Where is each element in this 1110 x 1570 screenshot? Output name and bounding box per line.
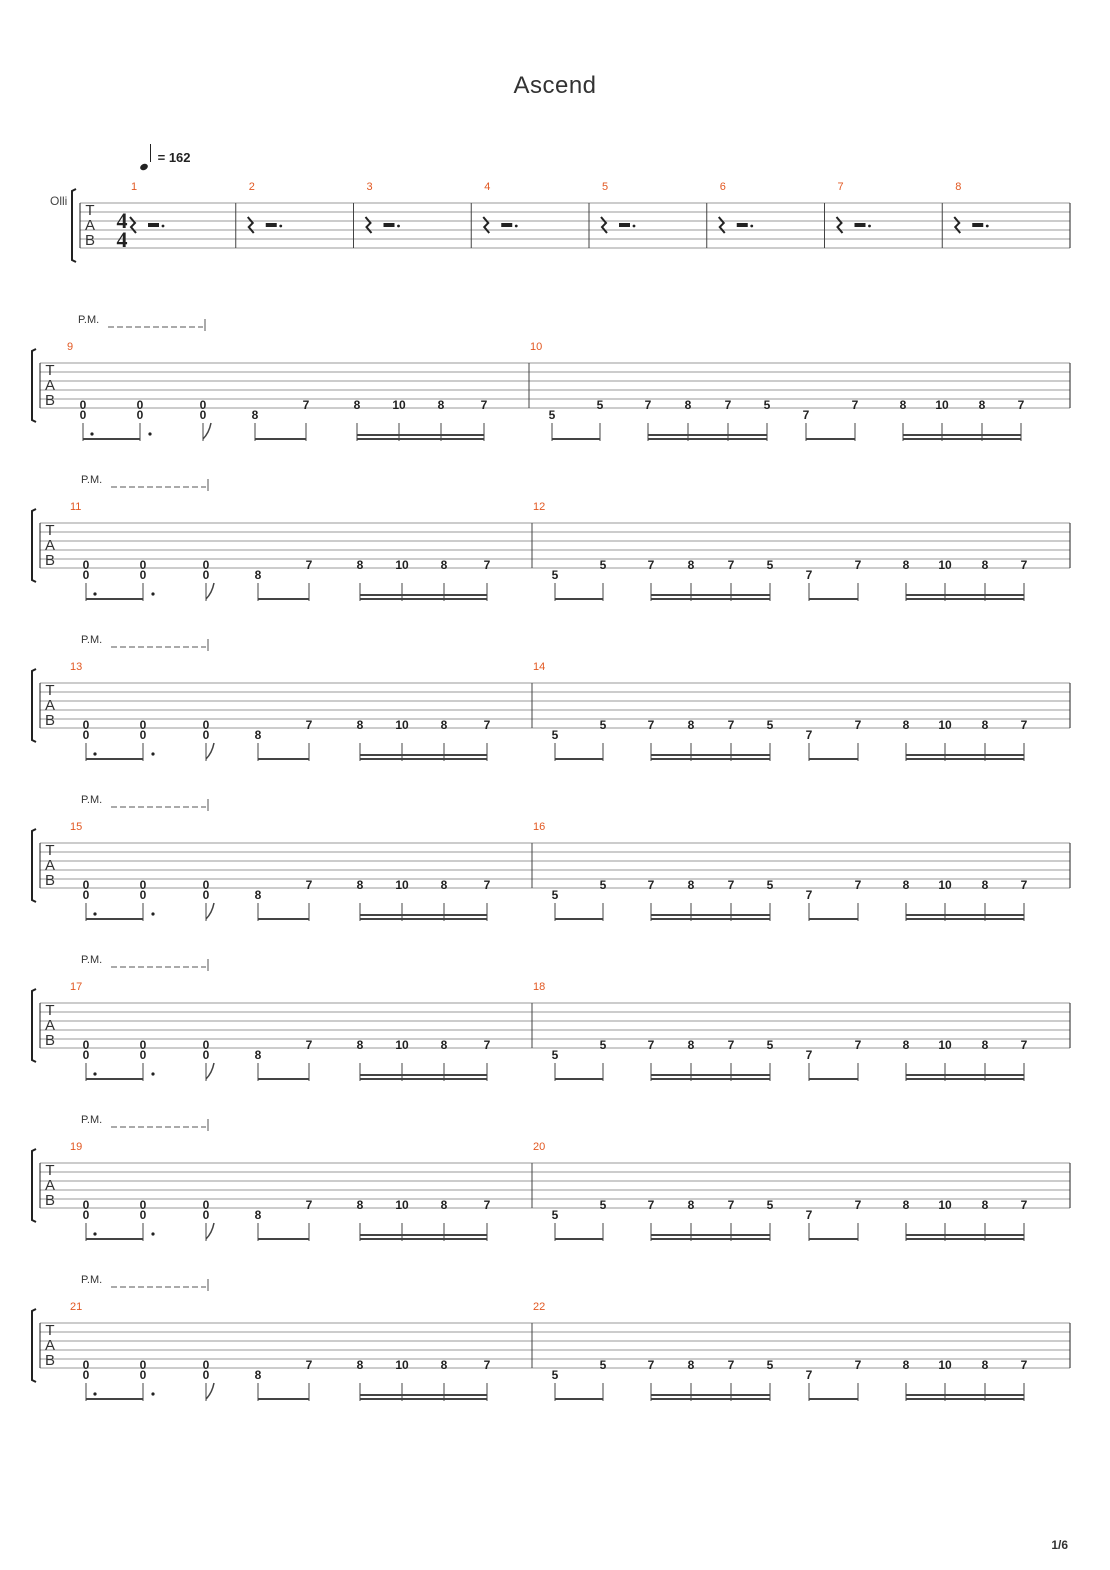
fret-number: 10 — [395, 878, 409, 892]
fret-number: 0 — [79, 398, 87, 412]
fret-number: 8 — [356, 1038, 364, 1052]
fret-number: 8 — [899, 398, 907, 412]
fret-number: 7 — [805, 1048, 813, 1062]
fret-number: 0 — [202, 1368, 210, 1382]
tab-clef-letter: T — [45, 522, 55, 539]
fret-number: 0 — [199, 408, 207, 422]
note-flag — [206, 743, 214, 759]
fret-number: 0 — [82, 1368, 90, 1382]
bar-number: 7 — [837, 181, 844, 193]
fret-number: 0 — [139, 888, 147, 902]
fret-number: 7 — [483, 1198, 491, 1212]
fret-number: 5 — [763, 398, 771, 412]
fret-number: 10 — [938, 878, 952, 892]
fret-number: 0 — [139, 1038, 147, 1052]
tab-clef-letter: B — [44, 552, 56, 569]
fret-number: 7 — [854, 1358, 862, 1372]
fret-number: 8 — [254, 1368, 262, 1382]
fret-number: 5 — [551, 1208, 559, 1222]
fret-number: 7 — [483, 1038, 491, 1052]
fret-number: 5 — [766, 878, 774, 892]
fret-number: 8 — [902, 1038, 910, 1052]
tab-clef-letter: B — [44, 1192, 56, 1209]
tab-clef-letter: T — [45, 842, 55, 859]
tab-clef-letter: A — [44, 377, 56, 394]
palm-mute-label: P.M. — [81, 1114, 103, 1126]
bar-number: 4 — [484, 181, 491, 193]
fret-number: 0 — [82, 728, 90, 742]
fret-number: 7 — [854, 1038, 862, 1052]
tab-clef-letter: B — [44, 872, 56, 889]
fret-number: 5 — [551, 728, 559, 742]
bar-number: 13 — [70, 661, 83, 673]
fret-number: 7 — [302, 398, 310, 412]
bar-number: 20 — [533, 1141, 546, 1153]
fret-number: 8 — [687, 1358, 695, 1372]
fret-number: 8 — [902, 1358, 910, 1372]
fret-number: 7 — [305, 1358, 313, 1372]
fret-number: 8 — [687, 1038, 695, 1052]
fret-number: 5 — [551, 1368, 559, 1382]
fret-number: 7 — [854, 1198, 862, 1212]
fret-number: 7 — [805, 728, 813, 742]
bar-number: 15 — [70, 821, 83, 833]
bar-number: 17 — [70, 981, 83, 993]
bar-number: 22 — [533, 1301, 546, 1313]
fret-number: 0 — [202, 1358, 210, 1372]
bar-number: 2 — [248, 181, 255, 193]
fret-number: 8 — [440, 1198, 448, 1212]
page-number: 1/6 — [1051, 1538, 1068, 1552]
tab-clef-letter: B — [44, 1032, 56, 1049]
bar-number: 19 — [70, 1141, 83, 1153]
fret-number: 10 — [395, 718, 409, 732]
half-rest-icon — [148, 223, 159, 227]
fret-number: 5 — [766, 558, 774, 572]
fret-number: 0 — [139, 1208, 147, 1222]
fret-number: 5 — [551, 1048, 559, 1062]
fret-number: 7 — [727, 718, 735, 732]
note-flag — [206, 1063, 214, 1079]
fret-number: 10 — [935, 398, 949, 412]
fret-number: 8 — [440, 878, 448, 892]
time-signature-top: 4 — [116, 208, 128, 233]
half-rest-icon — [737, 223, 748, 227]
fret-number: 8 — [251, 408, 259, 422]
fret-number: 0 — [199, 398, 207, 412]
fret-number: 0 — [202, 1048, 210, 1062]
fret-number: 8 — [981, 558, 989, 572]
fret-number: 10 — [395, 1038, 409, 1052]
rhythm-dot — [151, 592, 154, 595]
rest-dot — [750, 225, 753, 228]
bar-number: 11 — [70, 501, 82, 513]
fret-number: 7 — [851, 398, 859, 412]
fret-number: 0 — [202, 558, 210, 572]
rhythm-dot — [151, 1232, 154, 1235]
fret-number: 5 — [599, 878, 607, 892]
fret-number: 7 — [480, 398, 488, 412]
fret-number: 7 — [483, 878, 491, 892]
fret-number: 7 — [647, 878, 655, 892]
fret-number: 5 — [766, 1198, 774, 1212]
fret-number: 8 — [981, 718, 989, 732]
fret-number: 7 — [727, 1198, 735, 1212]
fret-number: 7 — [483, 558, 491, 572]
bar-number: 10 — [530, 341, 543, 353]
fret-number: 0 — [139, 1048, 147, 1062]
fret-number: 7 — [727, 1358, 735, 1372]
rhythm-dot — [93, 912, 96, 915]
bar-number: 5 — [602, 181, 609, 193]
fret-number: 7 — [1017, 398, 1025, 412]
time-signature-bottom: 4 — [116, 227, 128, 252]
fret-number: 0 — [202, 1208, 210, 1222]
fret-number: 7 — [305, 1198, 313, 1212]
tab-clef-letter: T — [85, 202, 95, 219]
fret-number: 0 — [82, 718, 90, 732]
fret-number: 5 — [596, 398, 604, 412]
tab-clef-letter: T — [45, 682, 55, 699]
fret-number: 8 — [356, 1198, 364, 1212]
fret-number: 7 — [1020, 1358, 1028, 1372]
note-flag — [206, 1383, 214, 1399]
palm-mute-label: P.M. — [81, 474, 103, 486]
fret-number: 10 — [392, 398, 406, 412]
fret-number: 7 — [647, 1198, 655, 1212]
rhythm-dot — [93, 1392, 96, 1395]
fret-number: 7 — [305, 558, 313, 572]
tab-clef-letter: A — [44, 1017, 56, 1034]
system-bracket — [32, 1149, 36, 1222]
tab-clef-letter: A — [44, 1337, 56, 1354]
fret-number: 7 — [483, 718, 491, 732]
fret-number: 8 — [440, 718, 448, 732]
fret-number: 0 — [136, 408, 144, 422]
fret-number: 7 — [1020, 1198, 1028, 1212]
fret-number: 5 — [599, 718, 607, 732]
fret-number: 10 — [395, 1358, 409, 1372]
bar-number: 14 — [533, 661, 546, 673]
fret-number: 5 — [599, 1038, 607, 1052]
rhythm-dot — [93, 1072, 96, 1075]
fret-number: 0 — [139, 1198, 147, 1212]
instrument-name: Olli — [50, 194, 68, 208]
fret-number: 5 — [551, 568, 559, 582]
fret-number: 10 — [938, 558, 952, 572]
fret-number: 0 — [82, 1358, 90, 1372]
quarter-rest-icon — [719, 217, 725, 233]
fret-number: 5 — [766, 1038, 774, 1052]
fret-number: 8 — [687, 718, 695, 732]
fret-number: 5 — [766, 718, 774, 732]
half-rest-icon — [384, 223, 395, 227]
fret-number: 0 — [139, 878, 147, 892]
fret-number: 8 — [902, 878, 910, 892]
half-rest-icon — [972, 223, 983, 227]
fret-number: 8 — [978, 398, 986, 412]
rest-dot — [515, 225, 518, 228]
tab-clef-letter: T — [45, 1162, 55, 1179]
fret-number: 7 — [647, 558, 655, 572]
palm-mute-label: P.M. — [81, 1274, 103, 1286]
fret-number: 7 — [644, 398, 652, 412]
fret-number: 7 — [1020, 558, 1028, 572]
palm-mute-label: P.M. — [81, 794, 103, 806]
fret-number: 0 — [202, 1038, 210, 1052]
bar-number: 6 — [719, 181, 726, 193]
system-bracket — [32, 989, 36, 1062]
quarter-rest-icon — [601, 217, 607, 233]
fret-number: 8 — [687, 1198, 695, 1212]
fret-number: 0 — [139, 718, 147, 732]
fret-number: 0 — [139, 568, 147, 582]
fret-number: 7 — [305, 1038, 313, 1052]
rhythm-dot — [151, 1392, 154, 1395]
fret-number: 7 — [483, 1358, 491, 1372]
bar-number: 9 — [67, 341, 74, 353]
fret-number: 8 — [356, 718, 364, 732]
fret-number: 0 — [82, 1038, 90, 1052]
fret-number: 7 — [805, 888, 813, 902]
tab-clef-letter: A — [44, 1177, 56, 1194]
tab-clef-letter: B — [84, 232, 96, 249]
fret-number: 0 — [82, 1048, 90, 1062]
fret-number: 8 — [254, 568, 262, 582]
fret-number: 7 — [724, 398, 732, 412]
half-rest-icon — [855, 223, 866, 227]
tab-clef-letter: T — [45, 362, 55, 379]
rhythm-dot — [151, 1072, 154, 1075]
bar-number: 12 — [533, 501, 546, 513]
tab-clef-letter: A — [84, 217, 96, 234]
palm-mute-label: P.M. — [81, 634, 103, 646]
note-flag — [206, 1223, 214, 1239]
fret-number: 10 — [395, 1198, 409, 1212]
half-rest-icon — [501, 223, 512, 227]
fret-number: 5 — [599, 558, 607, 572]
note-flag — [203, 423, 211, 439]
fret-number: 0 — [82, 568, 90, 582]
fret-number: 8 — [687, 558, 695, 572]
fret-number: 8 — [356, 878, 364, 892]
bar-number: 8 — [955, 181, 962, 193]
fret-number: 0 — [202, 718, 210, 732]
fret-number: 7 — [1020, 1038, 1028, 1052]
fret-number: 8 — [356, 558, 364, 572]
quarter-rest-icon — [366, 217, 372, 233]
fret-number: 7 — [854, 718, 862, 732]
tempo-value: = 162 — [157, 150, 191, 165]
fret-number: 7 — [647, 1038, 655, 1052]
fret-number: 8 — [902, 718, 910, 732]
fret-number: 5 — [599, 1358, 607, 1372]
fret-number: 10 — [938, 1038, 952, 1052]
fret-number: 7 — [727, 1038, 735, 1052]
fret-number: 0 — [139, 558, 147, 572]
tab-clef-letter: B — [44, 392, 56, 409]
tab-clef-letter: A — [44, 857, 56, 874]
rest-dot — [986, 225, 989, 228]
fret-number: 0 — [139, 1368, 147, 1382]
system-bracket — [72, 189, 76, 262]
palm-mute-label: P.M. — [78, 314, 100, 326]
system-bracket — [32, 509, 36, 582]
fret-number: 0 — [202, 878, 210, 892]
rhythm-dot — [93, 752, 96, 755]
fret-number: 10 — [938, 718, 952, 732]
fret-number: 8 — [356, 1358, 364, 1372]
fret-number: 0 — [202, 728, 210, 742]
fret-number: 5 — [766, 1358, 774, 1372]
tab-clef-letter: B — [44, 712, 56, 729]
fret-number: 7 — [1020, 878, 1028, 892]
fret-number: 0 — [139, 728, 147, 742]
fret-number: 7 — [305, 718, 313, 732]
rhythm-dot — [151, 912, 154, 915]
bar-number: 16 — [533, 821, 546, 833]
fret-number: 8 — [440, 558, 448, 572]
fret-number: 7 — [854, 558, 862, 572]
fret-number: 7 — [805, 1208, 813, 1222]
fret-number: 8 — [981, 1358, 989, 1372]
bar-number: 21 — [70, 1301, 83, 1313]
tab-clef-letter: T — [45, 1322, 55, 1339]
tab-clef-letter: A — [44, 537, 56, 554]
rest-dot — [397, 225, 400, 228]
rhythm-dot — [148, 432, 151, 435]
quarter-rest-icon — [130, 217, 136, 233]
fret-number: 8 — [254, 1208, 262, 1222]
fret-number: 8 — [902, 1198, 910, 1212]
half-rest-icon — [619, 223, 630, 227]
fret-number: 8 — [437, 398, 445, 412]
bar-number: 1 — [131, 181, 138, 193]
fret-number: 8 — [440, 1358, 448, 1372]
fret-number: 7 — [305, 878, 313, 892]
fret-number: 0 — [202, 1198, 210, 1212]
fret-number: 5 — [551, 888, 559, 902]
fret-number: 10 — [395, 558, 409, 572]
fret-number: 8 — [254, 1048, 262, 1062]
fret-number: 8 — [981, 1198, 989, 1212]
fret-number: 5 — [548, 408, 556, 422]
rhythm-dot — [151, 752, 154, 755]
tab-clef-letter: T — [45, 1002, 55, 1019]
rhythm-dot — [93, 592, 96, 595]
fret-number: 10 — [938, 1358, 952, 1372]
fret-number: 7 — [854, 878, 862, 892]
quarter-rest-icon — [248, 217, 254, 233]
system-bracket — [32, 829, 36, 902]
fret-number: 8 — [440, 1038, 448, 1052]
note-flag — [206, 583, 214, 599]
fret-number: 0 — [82, 1198, 90, 1212]
fret-number: 0 — [136, 398, 144, 412]
palm-mute-label: P.M. — [81, 954, 103, 966]
fret-number: 7 — [1020, 718, 1028, 732]
fret-number: 0 — [82, 888, 90, 902]
fret-number: 8 — [684, 398, 692, 412]
tab-clef-letter: B — [44, 1352, 56, 1369]
bar-number: 3 — [366, 181, 373, 193]
rhythm-dot — [93, 1232, 96, 1235]
system-bracket — [32, 1309, 36, 1382]
rest-dot — [162, 225, 165, 228]
fret-number: 8 — [353, 398, 361, 412]
fret-number: 0 — [139, 1358, 147, 1372]
rest-dot — [868, 225, 871, 228]
fret-number: 7 — [805, 568, 813, 582]
fret-number: 8 — [254, 728, 262, 742]
fret-number: 8 — [981, 1038, 989, 1052]
fret-number: 8 — [902, 558, 910, 572]
fret-number: 7 — [647, 1358, 655, 1372]
fret-number: 0 — [82, 558, 90, 572]
page-title: Ascend — [513, 72, 597, 99]
fret-number: 5 — [599, 1198, 607, 1212]
quarter-rest-icon — [837, 217, 843, 233]
fret-number: 7 — [727, 558, 735, 572]
bar-number: 18 — [533, 981, 546, 993]
fret-number: 10 — [938, 1198, 952, 1212]
rhythm-dot — [90, 432, 93, 435]
fret-number: 8 — [981, 878, 989, 892]
fret-number: 7 — [647, 718, 655, 732]
fret-number: 8 — [254, 888, 262, 902]
fret-number: 0 — [82, 1208, 90, 1222]
fret-number: 0 — [202, 888, 210, 902]
quarter-rest-icon — [483, 217, 489, 233]
system-bracket — [32, 349, 36, 422]
system-bracket — [32, 669, 36, 742]
half-rest-icon — [266, 223, 277, 227]
rest-dot — [633, 225, 636, 228]
note-flag — [206, 903, 214, 919]
fret-number: 0 — [79, 408, 87, 422]
fret-number: 7 — [802, 408, 810, 422]
tab-clef-letter: A — [44, 697, 56, 714]
rest-dot — [279, 225, 282, 228]
fret-number: 0 — [82, 878, 90, 892]
quarter-rest-icon — [954, 217, 960, 233]
fret-number: 8 — [687, 878, 695, 892]
fret-number: 7 — [727, 878, 735, 892]
fret-number: 0 — [202, 568, 210, 582]
fret-number: 7 — [805, 1368, 813, 1382]
